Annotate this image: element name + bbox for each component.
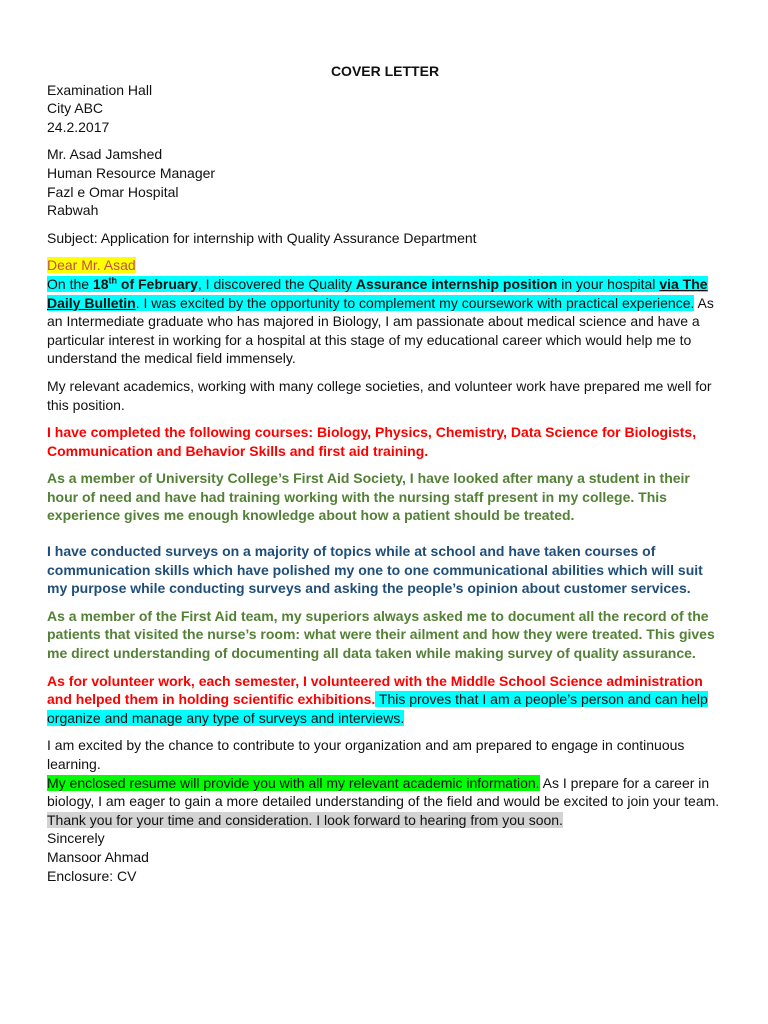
volunteer-text: As for volunteer work, each semester, I volunteered with the Middle School Science administration and helped them in holding scientific exhibitions. (47, 672, 703, 708)
closing-text: I am excited by the chance to contribute to your organization and am prepared to engage in continuous learning. (47, 737, 685, 772)
recipient-title: Human Resource Manager (47, 164, 216, 181)
recipient-name: Mr. Asad Jamshed (47, 146, 163, 163)
recipient-city: Rabwah (47, 202, 99, 219)
intro-highlight (47, 276, 708, 311)
document-title: COVER LETTER (330, 63, 440, 79)
resume-highlight: My enclosed resume will provide you with all my relevant academic information. (47, 774, 540, 791)
sender-address (47, 81, 723, 137)
closing-text: As I prepare for a career in biology, I am eager to gain a more detailed understanding of the field and would be excited to join your team. (47, 774, 720, 810)
intro-text: , I discovered the Quality (197, 275, 356, 292)
enclosure-note: Enclosure: CV (47, 867, 137, 884)
salutation-text: Dear Mr. Asad (47, 257, 136, 274)
paragraph-first-aid-society: As a member of University College’s First Aid Society, I have looked after many a student in their hour of need and have had training working with the nursing staff present in my college. This experience gives me enough knowledge about how a patient should be treated. (47, 470, 690, 524)
intro-text: On the (47, 275, 93, 292)
sender-date: 24.2.2017 (47, 118, 110, 135)
intro-position: Assurance internship position (355, 275, 558, 292)
recipient-organization: Fazl e Omar Hospital (47, 183, 179, 200)
signature-block (47, 829, 723, 885)
paragraph-volunteer (47, 672, 723, 728)
sender-line: City ABC (47, 100, 104, 117)
recipient-address (47, 145, 723, 219)
intro-day: 18 (92, 275, 109, 292)
paragraph-surveys: I have conducted surveys on a majority of topics while at school and have taken courses of communication skills which have polished my one to one communicational abilities which will suit my purpose while conducting surveys and asking the people’s opinion about customer services. (47, 543, 703, 597)
sign-off: Sincerely (47, 830, 105, 847)
paragraph-closing (47, 736, 723, 829)
sender-line: Examination Hall (47, 81, 153, 98)
salutation (47, 256, 723, 275)
paragraph-intro (47, 275, 723, 368)
thanks-highlight: Thank you for your time and consideration. I look forward to hearing from you soon. (47, 811, 563, 828)
signer-name: Mansoor Ahmad (47, 848, 149, 865)
subject-line: Subject: Application for internship with Quality Assurance Department (47, 229, 477, 246)
intro-text: in your hospital (557, 275, 660, 292)
intro-text: . I was excited by the opportunity to complement my coursework with practical experience. (135, 294, 695, 311)
paragraph-academics: My relevant academics, working with many college societies, and volunteer work have prepared me well for this position. (47, 377, 712, 413)
intro-month: of February (117, 275, 198, 292)
paragraph-first-aid-team: As a member of the First Aid team, my superiors always asked me to document all the record of the patients that visited the nurse’s room: what were their ailment and how they were treated. This gives me direct understanding of documenting all data taken while making survey of quality assurance. (47, 607, 715, 662)
intro-source: via The Daily Bulletin (47, 275, 708, 311)
volunteer-highlight: This proves that I am a people’s person and can help organize and manage any type of surveys and interviews. (47, 691, 708, 726)
paragraph-courses: I have completed the following courses: Biology, Physics, Chemistry, Data Science for Biologists, Communication and Behavior Skills and first aid training. (47, 424, 697, 459)
intro-text: As an Intermediate graduate who has majored in Biology, I am passionate about medical science and have a particular interest in working for a hospital at this stage of my educational career which would help me to understand the medical field immensely. (47, 294, 714, 367)
intro-ordinal: th (108, 275, 117, 286)
cover-letter-page (47, 62, 723, 885)
